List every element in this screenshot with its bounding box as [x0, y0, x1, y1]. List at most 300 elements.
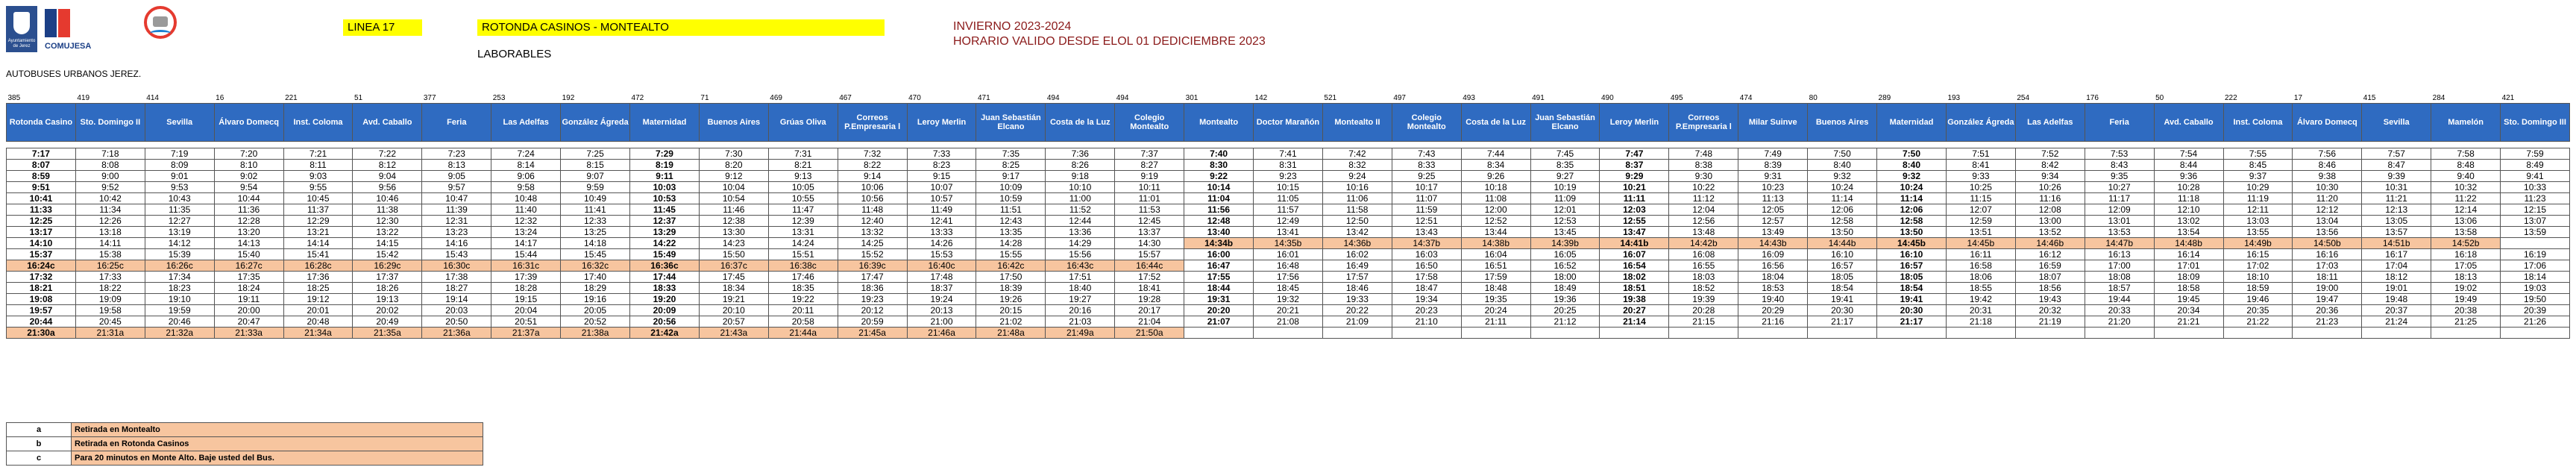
time-cell: 8:14 — [491, 160, 561, 171]
time-cell: 7:22 — [353, 148, 422, 160]
time-cell: 12:57 — [1738, 216, 1808, 227]
time-cell: 16:59 — [2015, 260, 2085, 272]
time-cell: 7:55 — [2223, 148, 2293, 160]
time-cell: 13:21 — [283, 227, 353, 238]
time-cell — [2362, 328, 2431, 339]
stop-code: 521 — [1322, 93, 1392, 104]
trip-row — [7, 216, 2570, 227]
time-cell: 7:57 — [2362, 148, 2431, 160]
time-cell: 20:05 — [561, 305, 630, 316]
time-cell: 10:45 — [283, 193, 353, 204]
trip-row — [7, 283, 2570, 294]
time-cell: 16:18 — [2431, 249, 2501, 260]
stop-code: 50 — [2154, 93, 2223, 104]
time-cell: 17:50 — [976, 272, 1046, 283]
time-cell: 9:00 — [75, 171, 145, 182]
time-cell: 21:17 — [1808, 316, 1877, 328]
time-cell: 11:53 — [1115, 204, 1184, 216]
time-cell: 19:26 — [976, 294, 1046, 305]
time-cell: 20:28 — [1669, 305, 1738, 316]
spacer-cell — [1115, 142, 1184, 148]
time-cell: 7:52 — [2015, 148, 2085, 160]
spacer-cell — [2015, 142, 2085, 148]
time-cell: 10:07 — [907, 182, 976, 193]
stop-code: 421 — [2501, 93, 2570, 104]
time-cell: 12:53 — [1530, 216, 1600, 227]
stop-code: 377 — [422, 93, 491, 104]
time-cell: 16:12 — [2015, 249, 2085, 260]
time-cell: 17:36 — [283, 272, 353, 283]
time-cell: 19:43 — [2015, 294, 2085, 305]
time-cell: 13:23 — [422, 227, 491, 238]
time-cell: 21:44a — [768, 328, 838, 339]
time-cell: 20:15 — [976, 305, 1046, 316]
time-cell: 12:13 — [2362, 204, 2431, 216]
time-cell: 11:19 — [2223, 193, 2293, 204]
time-cell: 9:32 — [1808, 171, 1877, 182]
time-cell: 9:34 — [2015, 171, 2085, 182]
time-cell: 13:54 — [2154, 227, 2223, 238]
spacer-cell — [976, 142, 1046, 148]
time-cell: 18:23 — [145, 283, 214, 294]
time-cell: 19:24 — [907, 294, 976, 305]
spacer-cell — [2154, 142, 2223, 148]
time-cell: 18:00 — [1530, 272, 1600, 283]
time-cell: 12:10 — [2154, 204, 2223, 216]
time-cell: 13:58 — [2431, 227, 2501, 238]
time-cell: 13:44 — [1461, 227, 1530, 238]
time-cell: 14:50b — [2293, 238, 2362, 249]
time-cell: 11:46 — [699, 204, 768, 216]
stop-code: 17 — [2293, 93, 2362, 104]
time-cell: 8:33 — [1392, 160, 1461, 171]
time-cell: 9:06 — [491, 171, 561, 182]
stop-code: 193 — [1946, 93, 2015, 104]
time-cell: 21:16 — [1738, 316, 1808, 328]
legend-text: Para 20 minutos en Monte Alto. Baje usted del Bus. — [72, 451, 483, 466]
time-cell: 15:57 — [1115, 249, 1184, 260]
time-cell: 18:45 — [1254, 283, 1323, 294]
time-cell: 18:34 — [699, 283, 768, 294]
time-cell: 10:24 — [1808, 182, 1877, 193]
time-cell: 15:49 — [630, 249, 700, 260]
time-cell — [2223, 328, 2293, 339]
time-cell: 17:44 — [630, 272, 700, 283]
time-cell: 11:57 — [1254, 204, 1323, 216]
time-cell: 8:32 — [1322, 160, 1392, 171]
time-cell: 18:36 — [838, 283, 907, 294]
stop-code: 222 — [2223, 93, 2293, 104]
legend-row — [7, 437, 483, 451]
spacer-cell — [75, 142, 145, 148]
comujesa-mark-icon — [45, 9, 57, 37]
time-cell: 20:00 — [214, 305, 283, 316]
time-cell: 15:38 — [75, 249, 145, 260]
time-cell: 19:01 — [2362, 283, 2431, 294]
trip-row — [7, 305, 2570, 316]
stop-name: Álvaro Domecq — [2293, 104, 2362, 142]
time-cell: 16:08 — [1669, 249, 1738, 260]
time-cell: 8:49 — [2501, 160, 2570, 171]
time-cell: 11:38 — [353, 204, 422, 216]
spacer-cell — [768, 142, 838, 148]
time-cell: 8:07 — [7, 160, 76, 171]
time-cell: 7:37 — [1115, 148, 1184, 160]
time-cell: 16:02 — [1322, 249, 1392, 260]
time-cell: 14:44b — [1808, 238, 1877, 249]
trip-row — [7, 328, 2570, 339]
time-cell: 9:23 — [1254, 171, 1323, 182]
time-cell: 8:47 — [2362, 160, 2431, 171]
time-cell: 20:39 — [2501, 305, 2570, 316]
time-cell: 20:46 — [145, 316, 214, 328]
time-cell: 14:45b — [1877, 238, 1947, 249]
time-cell: 20:25 — [1530, 305, 1600, 316]
legend-key: b — [7, 437, 72, 451]
time-cell: 13:53 — [2085, 227, 2154, 238]
time-cell: 14:48b — [2154, 238, 2223, 249]
time-cell: 10:28 — [2154, 182, 2223, 193]
time-cell: 20:27 — [1600, 305, 1669, 316]
time-cell: 21:18 — [1946, 316, 2015, 328]
time-cell: 12:58 — [1808, 216, 1877, 227]
time-cell: 16:14 — [2154, 249, 2223, 260]
time-cell: 11:51 — [976, 204, 1046, 216]
time-cell: 19:59 — [145, 305, 214, 316]
time-cell: 17:35 — [214, 272, 283, 283]
time-cell — [2293, 328, 2362, 339]
time-cell: 20:49 — [353, 316, 422, 328]
time-cell: 14:38b — [1461, 238, 1530, 249]
time-cell: 7:53 — [2085, 148, 2154, 160]
time-cell: 11:00 — [1046, 193, 1115, 204]
time-cell: 16:47 — [1184, 260, 1254, 272]
spacer-cell — [1046, 142, 1115, 148]
time-cell: 17:58 — [1392, 272, 1461, 283]
time-cell: 10:46 — [353, 193, 422, 204]
time-cell: 20:03 — [422, 305, 491, 316]
time-cell: 20:44 — [7, 316, 76, 328]
stop-name: Mamelón — [2431, 104, 2501, 142]
time-cell — [1946, 328, 2015, 339]
time-cell: 16:36c — [630, 260, 700, 272]
time-cell: 19:14 — [422, 294, 491, 305]
trip-row — [7, 272, 2570, 283]
time-cell: 17:56 — [1254, 272, 1323, 283]
time-cell: 7:48 — [1669, 148, 1738, 160]
time-cell: 11:11 — [1600, 193, 1669, 204]
time-cell: 11:21 — [2362, 193, 2431, 204]
time-cell: 18:03 — [1669, 272, 1738, 283]
stop-names-row — [7, 104, 2570, 142]
time-cell: 16:10 — [1808, 249, 1877, 260]
time-cell: 16:37c — [699, 260, 768, 272]
time-cell: 20:47 — [214, 316, 283, 328]
time-cell: 12:48 — [1184, 216, 1254, 227]
time-cell: 16:24c — [7, 260, 76, 272]
time-cell: 12:52 — [1461, 216, 1530, 227]
time-cell: 14:34b — [1184, 238, 1254, 249]
time-cell: 18:41 — [1115, 283, 1184, 294]
time-cell: 13:24 — [491, 227, 561, 238]
time-cell: 9:25 — [1392, 171, 1461, 182]
time-cell: 20:50 — [422, 316, 491, 328]
time-cell: 21:36a — [422, 328, 491, 339]
spacer-cell — [2223, 142, 2293, 148]
time-cell: 11:40 — [491, 204, 561, 216]
time-cell: 7:50 — [1877, 148, 1947, 160]
time-cell: 9:19 — [1115, 171, 1184, 182]
time-cell: 9:52 — [75, 182, 145, 193]
time-cell: 20:30 — [1808, 305, 1877, 316]
time-cell: 17:57 — [1322, 272, 1392, 283]
time-cell: 16:58 — [1946, 260, 2015, 272]
stop-name: Avd. Caballo — [2154, 104, 2223, 142]
spacer-row — [7, 142, 2570, 148]
spacer-cell — [7, 142, 76, 148]
time-cell: 11:39 — [422, 204, 491, 216]
time-cell: 13:07 — [2501, 216, 2570, 227]
time-cell: 16:30c — [422, 260, 491, 272]
time-cell: 10:15 — [1254, 182, 1323, 193]
time-cell — [1184, 328, 1254, 339]
time-cell: 16:32c — [561, 260, 630, 272]
time-cell: 16:57 — [1808, 260, 1877, 272]
time-cell: 12:05 — [1738, 204, 1808, 216]
trip-row — [7, 238, 2570, 249]
time-cell: 15:42 — [353, 249, 422, 260]
time-cell: 19:50 — [2501, 294, 2570, 305]
time-cell: 19:02 — [2431, 283, 2501, 294]
time-cell: 19:44 — [2085, 294, 2154, 305]
time-cell: 16:11 — [1946, 249, 2015, 260]
time-cell: 10:04 — [699, 182, 768, 193]
stop-code: 253 — [491, 93, 561, 104]
comujesa-logo — [45, 9, 98, 54]
time-cell: 12:55 — [1600, 216, 1669, 227]
time-cell: 13:20 — [214, 227, 283, 238]
time-cell: 8:45 — [2223, 160, 2293, 171]
time-cell: 8:13 — [422, 160, 491, 171]
stop-code: 289 — [1877, 93, 1947, 104]
time-cell: 16:43c — [1046, 260, 1115, 272]
time-cell: 10:29 — [2223, 182, 2293, 193]
time-cell: 17:40 — [561, 272, 630, 283]
time-cell: 11:09 — [1530, 193, 1600, 204]
time-cell: 21:46a — [907, 328, 976, 339]
time-cell: 9:11 — [630, 171, 700, 182]
time-cell: 12:41 — [907, 216, 976, 227]
time-cell: 10:22 — [1669, 182, 1738, 193]
spacer-cell — [1877, 142, 1947, 148]
time-cell: 21:25 — [2431, 316, 2501, 328]
time-cell: 13:33 — [907, 227, 976, 238]
time-cell: 10:54 — [699, 193, 768, 204]
time-cell: 7:58 — [2431, 148, 2501, 160]
time-cell: 21:37a — [491, 328, 561, 339]
time-cell: 18:47 — [1392, 283, 1461, 294]
time-cell: 16:16 — [2293, 249, 2362, 260]
time-cell: 21:02 — [976, 316, 1046, 328]
time-cell: 19:27 — [1046, 294, 1115, 305]
stop-name: Costa de la Luz — [1461, 104, 1530, 142]
stop-code: 142 — [1254, 93, 1323, 104]
time-cell: 12:58 — [1877, 216, 1947, 227]
time-cell: 18:24 — [214, 283, 283, 294]
time-cell: 14:25 — [838, 238, 907, 249]
stop-name: Buenos Aires — [1808, 104, 1877, 142]
spacer-cell — [838, 142, 907, 148]
time-cell: 12:04 — [1669, 204, 1738, 216]
time-cell: 19:46 — [2223, 294, 2293, 305]
time-cell: 9:15 — [907, 171, 976, 182]
spacer-cell — [1946, 142, 2015, 148]
time-cell: 21:30a — [7, 328, 76, 339]
time-cell: 12:06 — [1808, 204, 1877, 216]
time-cell: 11:17 — [2085, 193, 2154, 204]
time-cell: 13:57 — [2362, 227, 2431, 238]
time-cell: 13:43 — [1392, 227, 1461, 238]
logos — [6, 6, 178, 66]
time-cell: 18:44 — [1184, 283, 1254, 294]
time-cell: 14:51b — [2362, 238, 2431, 249]
time-cell: 10:55 — [768, 193, 838, 204]
time-cell: 7:33 — [907, 148, 976, 160]
time-cell: 17:06 — [2501, 260, 2570, 272]
time-cell: 19:22 — [768, 294, 838, 305]
time-cell: 17:48 — [907, 272, 976, 283]
time-cell: 19:42 — [1946, 294, 2015, 305]
time-cell: 11:59 — [1392, 204, 1461, 216]
time-cell: 20:13 — [907, 305, 976, 316]
time-cell: 15:43 — [422, 249, 491, 260]
time-cell: 11:15 — [1946, 193, 2015, 204]
time-cell: 14:42b — [1669, 238, 1738, 249]
stop-name: Maternidad — [1877, 104, 1947, 142]
stop-name: Feria — [2085, 104, 2154, 142]
time-cell: 19:47 — [2293, 294, 2362, 305]
time-cell: 11:23 — [2501, 193, 2570, 204]
time-cell: 11:33 — [7, 204, 76, 216]
time-cell — [2501, 328, 2570, 339]
time-cell: 20:48 — [283, 316, 353, 328]
time-cell: 16:04 — [1461, 249, 1530, 260]
time-cell: 8:38 — [1669, 160, 1738, 171]
stop-code: 494 — [1115, 93, 1184, 104]
stop-code: 385 — [7, 93, 76, 104]
time-cell: 11:18 — [2154, 193, 2223, 204]
time-cell: 7:43 — [1392, 148, 1461, 160]
spacer-cell — [1254, 142, 1323, 148]
time-cell — [1808, 328, 1877, 339]
time-cell: 10:03 — [630, 182, 700, 193]
time-cell: 21:03 — [1046, 316, 1115, 328]
time-cell: 10:21 — [1600, 182, 1669, 193]
spacer-cell — [1392, 142, 1461, 148]
time-cell: 17:05 — [2431, 260, 2501, 272]
spacer-cell — [630, 142, 700, 148]
time-cell: 12:01 — [1530, 204, 1600, 216]
time-cell: 8:12 — [353, 160, 422, 171]
time-cell: 20:31 — [1946, 305, 2015, 316]
time-cell: 18:56 — [2015, 283, 2085, 294]
time-cell: 7:23 — [422, 148, 491, 160]
time-cell: 10:27 — [2085, 182, 2154, 193]
time-cell: 20:02 — [353, 305, 422, 316]
time-cell: 14:39b — [1530, 238, 1600, 249]
time-cell: 11:47 — [768, 204, 838, 216]
time-cell: 13:35 — [976, 227, 1046, 238]
time-cell: 19:40 — [1738, 294, 1808, 305]
legend-text: Retirada en Rotonda Casinos — [72, 437, 483, 451]
time-cell: 19:00 — [2293, 283, 2362, 294]
time-cell: 7:24 — [491, 148, 561, 160]
stop-code: 221 — [283, 93, 353, 104]
stop-code: 472 — [630, 93, 700, 104]
time-cell: 20:35 — [2223, 305, 2293, 316]
time-cell: 16:03 — [1392, 249, 1461, 260]
time-cell: 8:39 — [1738, 160, 1808, 171]
time-cell: 16:56 — [1738, 260, 1808, 272]
time-cell — [2085, 328, 2154, 339]
time-cell: 11:41 — [561, 204, 630, 216]
trip-row — [7, 193, 2570, 204]
time-cell: 12:28 — [214, 216, 283, 227]
time-cell: 20:57 — [699, 316, 768, 328]
time-cell: 19:23 — [838, 294, 907, 305]
time-cell: 21:00 — [907, 316, 976, 328]
time-cell: 16:54 — [1600, 260, 1669, 272]
stop-name: Milar Suinve — [1738, 104, 1808, 142]
time-cell: 18:25 — [283, 283, 353, 294]
time-cell: 21:14 — [1600, 316, 1669, 328]
spacer-cell — [699, 142, 768, 148]
time-cell: 12:26 — [75, 216, 145, 227]
time-cell: 17:39 — [491, 272, 561, 283]
time-cell: 13:41 — [1254, 227, 1323, 238]
stop-codes-row — [7, 93, 2570, 104]
time-cell: 8:46 — [2293, 160, 2362, 171]
time-cell — [1322, 328, 1392, 339]
time-cell: 18:58 — [2154, 283, 2223, 294]
stop-code: 467 — [838, 93, 907, 104]
time-cell: 11:56 — [1184, 204, 1254, 216]
time-cell: 18:40 — [1046, 283, 1115, 294]
stop-name: González Ágreda — [1946, 104, 2015, 142]
time-cell — [1669, 328, 1738, 339]
time-cell: 9:02 — [214, 171, 283, 182]
time-cell: 7:49 — [1738, 148, 1808, 160]
time-cell: 12:44 — [1046, 216, 1115, 227]
time-cell: 13:37 — [1115, 227, 1184, 238]
time-cell: 17:02 — [2223, 260, 2293, 272]
time-cell: 16:25c — [75, 260, 145, 272]
time-cell: 17:51 — [1046, 272, 1115, 283]
legend-body — [7, 423, 483, 466]
time-cell: 10:18 — [1461, 182, 1530, 193]
time-cell — [2431, 328, 2501, 339]
time-cell: 9:39 — [2362, 171, 2431, 182]
time-cell: 11:35 — [145, 204, 214, 216]
time-cell: 16:00 — [1184, 249, 1254, 260]
time-cell: 12:59 — [1946, 216, 2015, 227]
stop-code: 414 — [145, 93, 214, 104]
time-cell: 14:43b — [1738, 238, 1808, 249]
time-cell: 9:56 — [353, 182, 422, 193]
stop-name: Maternidad — [630, 104, 700, 142]
time-cell: 8:19 — [630, 160, 700, 171]
time-cell: 10:41 — [7, 193, 76, 204]
